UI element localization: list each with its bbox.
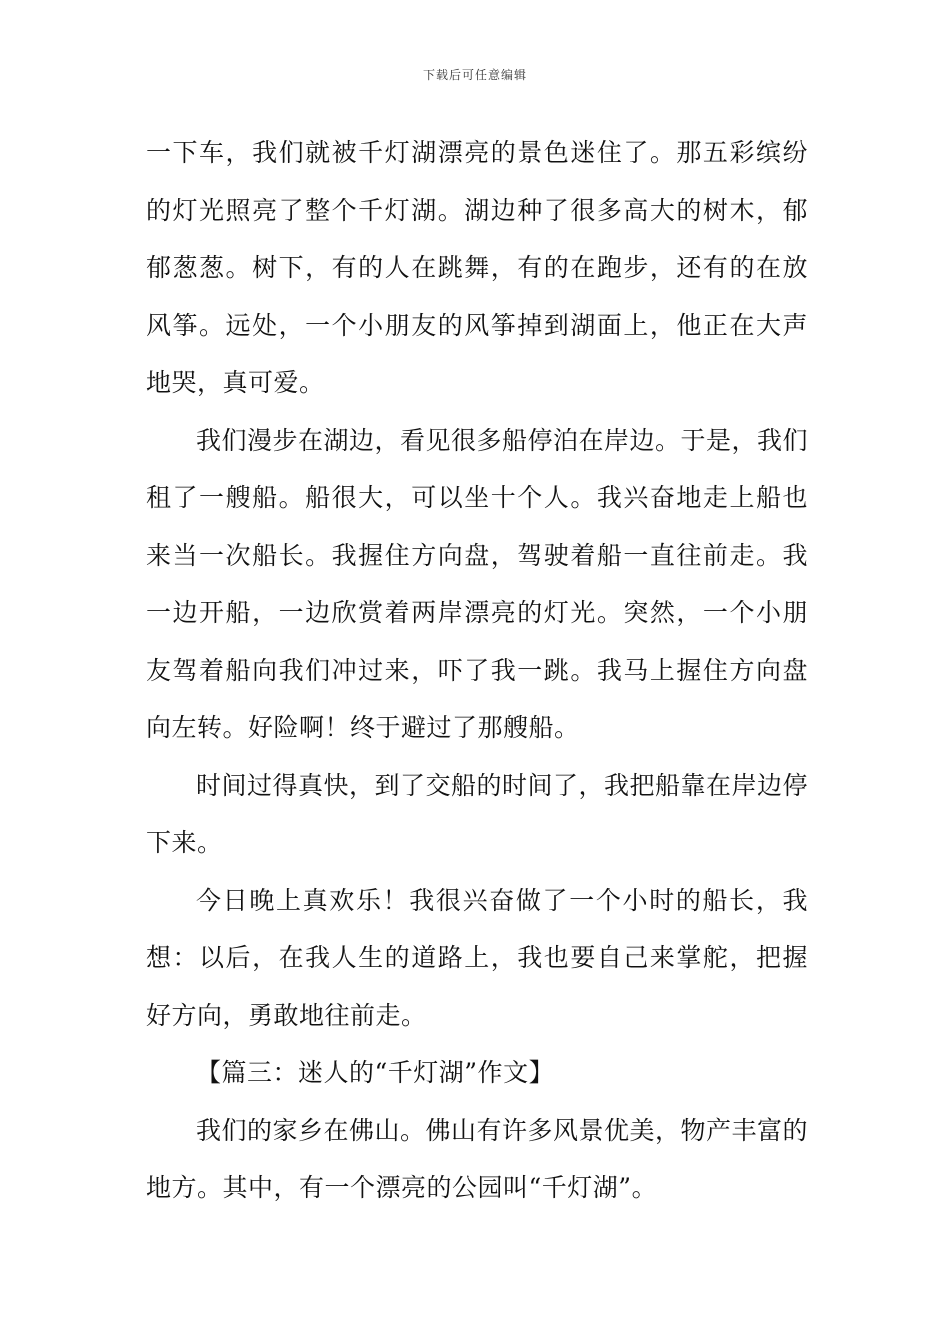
paragraph-2: 我们漫步在湖边，看见很多船停泊在岸边。于是，我们租了一艘船。船很大，可以坐十个人。我兴奋地走上船也来当一次船长。我握住方向盘，驾驶着船一直往前走。我一边开船，一边欣赏着两岸漂亮的灯光。突然，一个小朋友驾着船向我们冲过来，吓了我一跳。我马上握住方向盘向左转。好险啊！终于避过了那艘船。 bbox=[146, 425, 809, 742]
paragraph-1: 一下车，我们就被千灯湖漂亮的景色迷住了。那五彩缤纷的灯光照亮了整个千灯湖。湖边种了很多高大的树木，郁郁葱葱。树下，有的人在跳舞，有的在跑步，还有的在放风筝。远处，一个小朋友的风筝掉到湖面上，他正在大声地哭，真可爱。 bbox=[146, 138, 808, 397]
paragraph-5: 我们的家乡在佛山。佛山有许多风景优美，物产丰富的地方。其中，有一个漂亮的公园叫“千灯湖”。 bbox=[146, 1115, 809, 1202]
page-header: 下载后可任意编辑 bbox=[422, 68, 527, 82]
paragraph-3: 时间过得真快，到了交船的时间了，我把船靠在岸边停下来。 bbox=[146, 770, 809, 857]
document-body bbox=[146, 124, 808, 1217]
section-heading: 【篇三：迷人的“千灯湖”作文】 bbox=[196, 1058, 555, 1087]
paragraph-4: 今日晚上真欢乐！我很兴奋做了一个小时的船长，我想：以后，在我人生的道路上，我也要自己来掌舵，把握好方向，勇敢地往前走。 bbox=[146, 885, 808, 1030]
